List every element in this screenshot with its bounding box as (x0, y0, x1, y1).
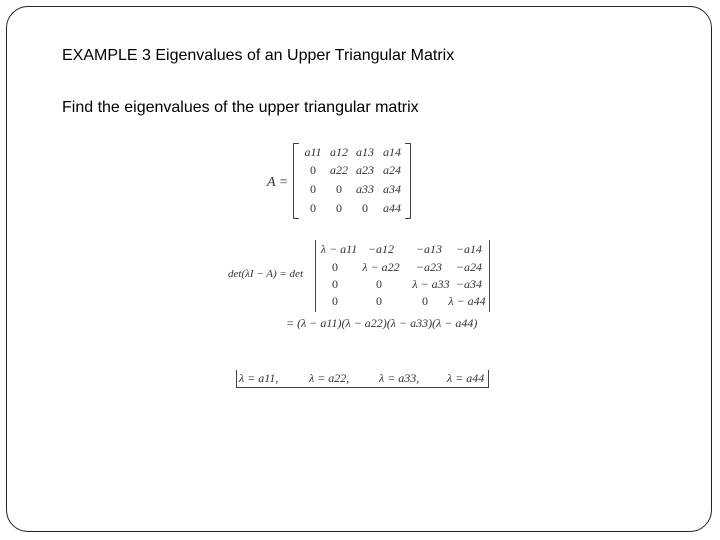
left-bracket (293, 143, 299, 219)
right-bar (489, 240, 490, 312)
determinant-cell: −a12 (367, 242, 395, 256)
matrix-a (293, 143, 411, 219)
determinant-cell: 0 (422, 294, 428, 308)
determinant-cell: −a14 (455, 242, 483, 256)
determinant-cell: −a23 (415, 260, 443, 274)
eigenvalue-3: λ = a33, (379, 371, 420, 385)
determinant-cell: 0 (332, 260, 338, 274)
matrix-a-cell: a34 (383, 182, 401, 196)
matrix-a-label: A = (267, 175, 289, 190)
determinant-cell: λ − a11 (320, 242, 358, 256)
eigenvalue-2: λ = a22, (309, 371, 350, 385)
matrix-a-cell: a33 (356, 182, 374, 196)
left-bar (315, 240, 316, 312)
determinant-cell: 0 (376, 294, 382, 308)
matrix-a-cell: a14 (383, 145, 401, 159)
matrix-a-cell: 0 (336, 182, 342, 196)
slide-heading: EXAMPLE 3 Eigenvalues of an Upper Triangular Matrix (62, 47, 455, 64)
matrix-a-cell: 0 (362, 201, 368, 215)
determinant-product: = (λ − a11)(λ − a22)(λ − a33)(λ − a44) (286, 316, 478, 330)
matrix-a-cell: a22 (330, 163, 348, 177)
determinant-cell: −a34 (455, 277, 483, 291)
matrix-a-cell: 0 (310, 201, 316, 215)
matrix-a-cell: a24 (383, 163, 401, 177)
matrix-a-cell: a12 (330, 145, 348, 159)
instruction-text: Find the eigenvalues of the upper triangular matrix (62, 99, 419, 116)
eigenvalue-1: λ = a11, (239, 371, 279, 385)
matrix-a-cell: a13 (356, 145, 374, 159)
eigenvalue-4: λ = a44 (447, 371, 485, 385)
determinant-label: det(λI − A) = det (228, 268, 303, 280)
determinant-cell: λ − a33 (412, 277, 450, 291)
determinant-cell: −a13 (415, 242, 443, 256)
matrix-a-cell: 0 (310, 182, 316, 196)
matrix-a-cell: 0 (336, 201, 342, 215)
determinant-cell: 0 (332, 277, 338, 291)
matrix-a-cell: 0 (310, 163, 316, 177)
matrix-a-cell: a44 (383, 201, 401, 215)
right-bracket (405, 143, 411, 219)
determinant-cell: 0 (332, 294, 338, 308)
determinant-cell: λ − a44 (448, 294, 486, 308)
determinant-cell: −a24 (455, 260, 483, 274)
matrix-a-cell: a23 (356, 163, 374, 177)
determinant-matrix (315, 240, 490, 312)
determinant-cell: 0 (376, 277, 382, 291)
eigenvalues-box (236, 370, 489, 388)
matrix-a-cell: a11 (304, 145, 322, 159)
determinant-cell: λ − a22 (362, 260, 400, 274)
